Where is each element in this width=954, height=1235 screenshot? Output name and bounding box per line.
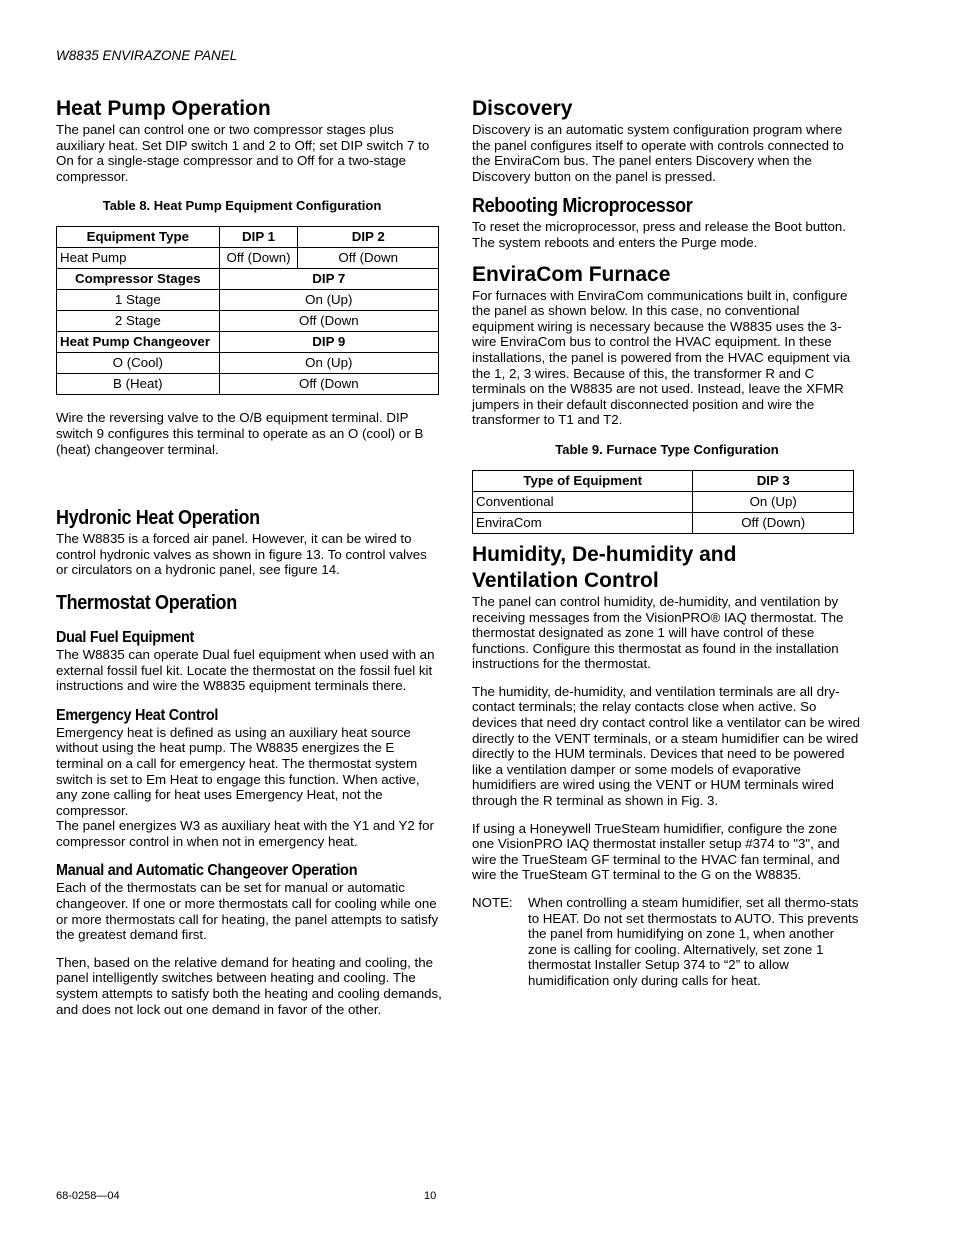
discovery-text: Discovery is an automatic system configuration program where the panel configures itself to operate with controls connected to the EnviraCom bus. The panel enters Discovery when the Discovery button on the panel is pressed. [472, 122, 844, 184]
heat-pump-intro: The panel can control one or two compressor stages plus auxiliary heat. Set DIP switch 1 and 2 to Off; set DIP switch 7 to On for a single-stage compressor and to Off for a two-stage compressor. [56, 122, 430, 184]
thermostat-heading: Thermostat Operation [56, 591, 237, 614]
changeover-heading: Manual and Automatic Changeover Operation [56, 862, 358, 880]
cell-2-stage-value: Off (Down [219, 311, 438, 332]
cell-1-stage: 1 Stage [57, 290, 220, 311]
table-row [57, 353, 439, 374]
table9-caption: Table 9. Furnace Type Configuration [555, 441, 779, 457]
emergency-heat-text: Emergency heat is defined as using an auxiliary heat source without using the heat pump. The W8835 energizes the E terminal on a call for emergency heat. The thermostat system switch is set to Em Heat to engage this function. When active, any zone calling for heat uses Emergency Heat, not the compressor. [56, 724, 420, 818]
humidity-text-2: The humidity, de-humidity, and ventilation terminals are all dry-contact terminals; the relay contacts close when active. So devices that need dry contact control like a ventilator can be wired directly to the VENT terminals, or a steam humidifier can be wired directly to the HUM terminals. Devices that need to be powered like a ventilation damper or some models of evaporative humidifiers are wired using the VENT or HUM terminals wired through the R terminal as shown in Fig. 3. [472, 683, 861, 809]
discovery-heading: Discovery [472, 97, 573, 120]
enviracom-furnace-heading: EnviraCom Furnace [472, 262, 671, 286]
table-row [57, 290, 439, 311]
dual-fuel-text: The W8835 can operate Dual fuel equipment when used with an external fossil fuel kit. Locate the thermostat on the fossil fuel kit instructions and wire the W8835 equipment terminals there. [56, 646, 435, 694]
reversing-valve-text: Wire the reversing valve to the O/B equipment terminal. DIP switch 9 configures this terminal to operate as an O (cool) or B (heat) changeover terminal. [56, 410, 424, 457]
table-row [473, 512, 854, 533]
header-equipment-type: Equipment Type [57, 227, 220, 248]
cell-conventional-value: On (Up) [693, 491, 854, 512]
heat-pump-heading: Heat Pump Operation [56, 97, 271, 120]
left-column [56, 96, 442, 1017]
humidity-heading-line1: Humidity, De-humidity and [472, 542, 737, 566]
changeover-text-2: Then, based on the relative demand for heating and cooling, the panel intelligently switches between heating and cooling. The system attempts to satisfy both the heating and cooling demands, and does not lock out one demand in favor of the other. [56, 954, 442, 1017]
note-label: NOTE: [472, 895, 513, 910]
cell-o-cool-value: On (Up) [219, 353, 438, 374]
header-type-of-equipment: Type of Equipment [473, 470, 693, 491]
note-text: When controlling a steam humidifier, set all thermo-stats to HEAT. Do not set thermostats to AUTO. This prevents the panel from humidifying on zone 1, when another zone is calling for cooling. Alternatively, set zone 1 thermostat Installer Setup 374 to “2” to allow humidification only during calls for heat. [528, 895, 859, 988]
hydronic-text: The W8835 is a forced air panel. However, it can be wired to control hydronic valves as shown in figure 13. To control valves or circulators on a hydronic panel, see figure 14. [56, 531, 427, 578]
enviracom-furnace-text: For furnaces with EnviraCom communications built in, configure the panel as shown below. In this case, no conventional equipment wiring is necessary because the W8835 uses the 3-wire EnviraCom bus to control the HVAC equipment. In these installations, the panel is powered from the HVAC equipment via the 1, 2, 3 wires. Because of this, the transformer R and C terminals on the W8835 are not used. Instead, leave the XFMR jumpers in their default disconnected position and wire the transformer to T1 and T2. [472, 287, 851, 428]
cell-enviracom-value: Off (Down) [693, 512, 854, 533]
changeover-text: Each of the thermostats can be set for manual or automatic changeover. If one or more thermostats call for cooling while one or more thermostats call for heating, the panel attempts to satisfy the greatest demand first. [56, 880, 439, 943]
rebooting-heading: Rebooting Microprocessor [472, 195, 693, 218]
cell-hp-dip1: Off (Down) [219, 248, 298, 269]
header-dip3: DIP 3 [693, 470, 854, 491]
dual-fuel-heading: Dual Fuel Equipment [56, 628, 195, 646]
table-row [57, 311, 439, 332]
heat-pump-config-table [56, 226, 439, 395]
cell-1-stage-value: On (Up) [219, 290, 438, 311]
cell-b-heat: B (Heat) [57, 374, 220, 395]
header-compressor-stages: Compressor Stages [57, 269, 220, 290]
cell-b-heat-value: Off (Down [219, 374, 438, 395]
table-row [57, 332, 439, 353]
table-row [57, 269, 439, 290]
humidity-text-3: If using a Honeywell TrueSteam humidifier, configure the zone one VisionPRO IAQ thermostat installer setup #374 to "3", and wire the TrueSteam GF terminal to the HVAC fan terminal, and wire the TrueSteam GT terminal to the G on the W8835. [472, 820, 840, 883]
table-row [57, 248, 439, 269]
table-row [57, 227, 439, 248]
header-dip2: DIP 2 [298, 227, 439, 248]
cell-enviracom: EnviraCom [473, 512, 693, 533]
running-header: W8835 ENVIRAZONE PANEL [56, 48, 238, 63]
header-dip1: DIP 1 [219, 227, 298, 248]
table-row [57, 374, 439, 395]
page-number: 10 [424, 1190, 437, 1202]
header-dip9: DIP 9 [219, 332, 438, 353]
emergency-heat-heading: Emergency Heat Control [56, 706, 219, 724]
emergency-heat-text-2: The panel energizes W3 as auxiliary heat with the Y1 and Y2 for compressor control in when not in emergency heat. [56, 818, 434, 849]
cell-heat-pump: Heat Pump [57, 248, 220, 269]
note-block [472, 895, 862, 989]
furnace-config-table [472, 470, 854, 534]
table8-caption: Table 8. Heat Pump Equipment Configuration [102, 198, 382, 214]
cell-2-stage: 2 Stage [57, 311, 220, 332]
cell-hp-dip2: Off (Down [298, 248, 439, 269]
table-row [473, 470, 854, 491]
cell-o-cool: O (Cool) [57, 353, 220, 374]
right-column [472, 96, 862, 989]
table-row [473, 491, 854, 512]
header-dip7: DIP 7 [219, 269, 438, 290]
header-heat-pump-changeover: Heat Pump Changeover [57, 332, 220, 353]
doc-number: 68-0258—04 [56, 1190, 120, 1202]
hydronic-heading: Hydronic Heat Operation [56, 507, 260, 530]
humidity-text-1: The panel can control humidity, de-humidity, and ventilation by receiving messages from the VisionPRO® IAQ thermostat. The thermostat designated as zone 1 will have control of these functions. Configure this thermostat as found in the installation instructions for the thermostat. [472, 593, 844, 672]
rebooting-text: To reset the microprocessor, press and release the Boot button. The system reboots and enters the Purge mode. [472, 219, 846, 250]
cell-conventional: Conventional [473, 491, 693, 512]
humidity-heading-line2: Ventilation Control [472, 568, 659, 592]
